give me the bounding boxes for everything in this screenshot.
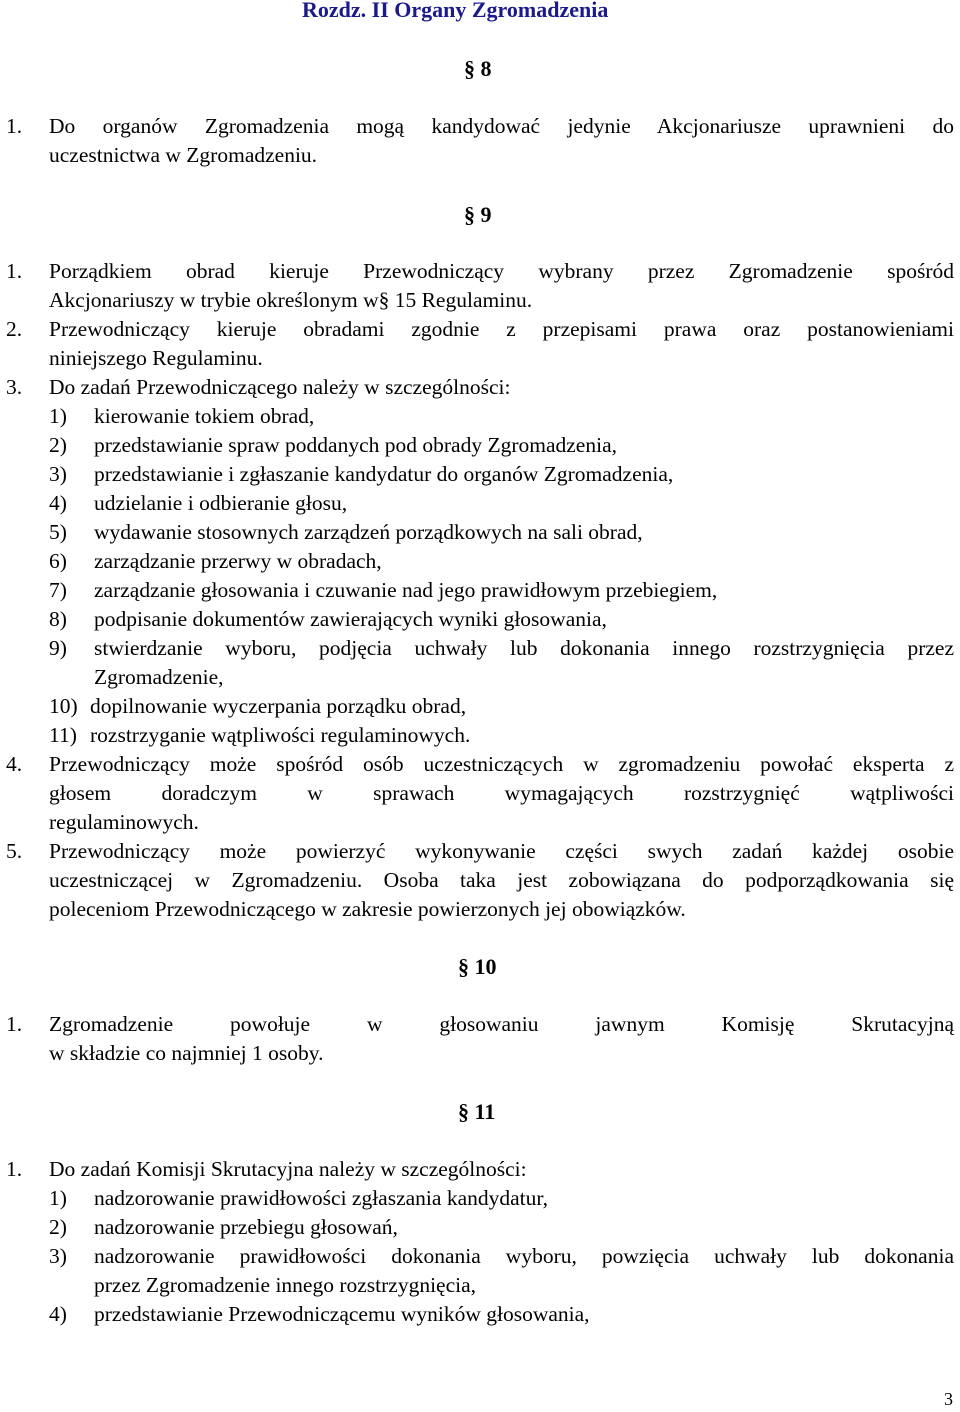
list-item: zarządzanie przerwy w obradach,	[94, 549, 382, 573]
paragraph-number: 4.	[6, 752, 23, 776]
paragraph-line: Do organów Zgromadzenia mogą kandydować jedynie Akcjonariusze uprawnieni do	[49, 114, 954, 138]
list-item: przez Zgromadzenie innego rozstrzygnięcia,	[94, 1273, 477, 1297]
paragraph-line: uczestniczącej w Zgromadzeniu. Osoba taka jest zobowiązana do podporządkowania się	[49, 868, 954, 892]
paragraph-number: 3.	[6, 375, 23, 399]
section-heading-9: § 9	[464, 202, 492, 227]
list-item-number: 1)	[49, 404, 67, 428]
list-item-number: 5)	[49, 520, 67, 544]
section-heading-10: § 10	[458, 954, 497, 979]
list-item-number: 3)	[49, 462, 67, 486]
paragraph-line: Przewodniczący kieruje obradami zgodnie z przepisami prawa oraz postanowieniami	[49, 317, 954, 341]
list-item-number: 10)	[49, 694, 78, 718]
paragraph-number: 1.	[6, 1012, 23, 1036]
list-item: udzielanie i odbieranie głosu,	[94, 491, 348, 515]
paragraph-line: niniejszego Regulaminu.	[49, 346, 263, 370]
list-item-number: 7)	[49, 578, 67, 602]
list-item: przedstawianie spraw poddanych pod obrady Zgromadzenia,	[94, 433, 617, 457]
paragraph-line: Akcjonariuszy w trybie określonym w§ 15 Regulaminu.	[49, 288, 533, 312]
list-item-number: 11)	[49, 723, 77, 747]
section-heading-11: § 11	[458, 1099, 496, 1124]
list-item-number: 8)	[49, 607, 67, 631]
page-number: 3	[944, 1389, 953, 1409]
paragraph-line: Zgromadzenie powołuje w głosowaniu jawnym Komisję Skrutacyjną	[49, 1012, 954, 1036]
paragraph-line: Porządkiem obrad kieruje Przewodniczący wybrany przez Zgromadzenie spośród	[49, 259, 954, 283]
paragraph-line: poleceniom Przewodniczącego w zakresie powierzonych jej obowiązków.	[49, 897, 686, 921]
paragraph-number: 1.	[6, 114, 23, 138]
list-item: nadzorowanie prawidłowości dokonania wyboru, powzięcia uchwały lub dokonania	[94, 1244, 954, 1268]
paragraph-line: Przewodniczący może spośród osób uczestniczących w zgromadzeniu powołać eksperta z	[49, 752, 954, 776]
list-item: stwierdzanie wyboru, podjęcia uchwały lub dokonania innego rozstrzygnięcia przez	[94, 636, 954, 660]
paragraph-line: Do zadań Przewodniczącego należy w szczególności:	[49, 375, 511, 399]
list-item: dopilnowanie wyczerpania porządku obrad,	[90, 694, 467, 718]
paragraph-number: 1.	[6, 259, 23, 283]
list-item: Zgromadzenie,	[94, 665, 224, 689]
list-item: podpisanie dokumentów zawierających wyniki głosowania,	[94, 607, 607, 631]
list-item-number: 2)	[49, 1215, 67, 1239]
list-item: przedstawianie i zgłaszanie kandydatur do organów Zgromadzenia,	[94, 462, 674, 486]
list-item: nadzorowanie prawidłowości zgłaszania kandydatur,	[94, 1186, 549, 1210]
list-item: wydawanie stosownych zarządzeń porządkowych na sali obrad,	[94, 520, 643, 544]
list-item: przedstawianie Przewodniczącemu wyników głosowania,	[94, 1302, 590, 1326]
list-item-number: 6)	[49, 549, 67, 573]
paragraph-line: regulaminowych.	[49, 810, 199, 834]
chapter-title: Rozdz. II Organy Zgromadzenia	[302, 0, 609, 22]
paragraph-line: w składzie co najmniej 1 osoby.	[49, 1041, 324, 1065]
list-item: zarządzanie głosowania i czuwanie nad jego prawidłowym przebiegiem,	[94, 578, 718, 602]
paragraph-line: uczestnictwa w Zgromadzeniu.	[49, 143, 318, 167]
list-item-number: 4)	[49, 491, 67, 515]
section-heading-8: § 8	[464, 56, 492, 81]
paragraph-number: 2.	[6, 317, 23, 341]
paragraph-number: 1.	[6, 1157, 23, 1181]
list-item-number: 4)	[49, 1302, 67, 1326]
paragraph-number: 5.	[6, 839, 23, 863]
list-item: rozstrzyganie wątpliwości regulaminowych.	[90, 723, 471, 747]
list-item-number: 9)	[49, 636, 67, 660]
list-item: kierowanie tokiem obrad,	[94, 404, 315, 428]
list-item: nadzorowanie przebiegu głosowań,	[94, 1215, 398, 1239]
list-item-number: 1)	[49, 1186, 67, 1210]
list-item-number: 2)	[49, 433, 67, 457]
paragraph-line: głosem doradczym w sprawach wymagających rozstrzygnięć wątpliwości	[49, 781, 954, 805]
paragraph-line: Do zadań Komisji Skrutacyjna należy w szczególności:	[49, 1157, 527, 1181]
list-item-number: 3)	[49, 1244, 67, 1268]
paragraph-line: Przewodniczący może powierzyć wykonywanie części swych zadań każdej osobie	[49, 839, 954, 863]
